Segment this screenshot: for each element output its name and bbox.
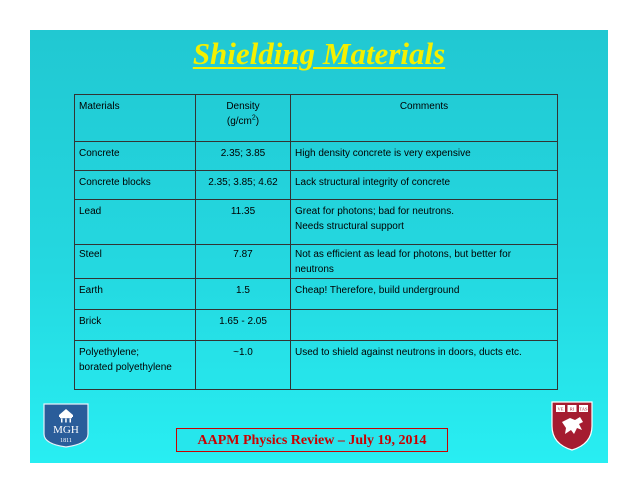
mgh-logo bbox=[42, 402, 90, 448]
cell-comment: High density concrete is very expensive bbox=[291, 142, 558, 171]
cell-material-line2: borated polyethylene bbox=[79, 362, 172, 373]
cell-comment-line2: Needs structural support bbox=[295, 221, 404, 232]
cell-comment: Used to shield against neutrons in doors, ducts etc. bbox=[291, 341, 558, 390]
materials-table bbox=[74, 94, 558, 390]
table-row bbox=[75, 245, 558, 279]
cell-material: Lead bbox=[75, 200, 196, 245]
header-density-unit-prefix: (g/cm bbox=[226, 116, 252, 127]
header-density-label: Density bbox=[226, 101, 260, 112]
header-density-unit-suffix: ) bbox=[255, 116, 260, 127]
cell-material-line1: Polyethylene; bbox=[79, 347, 140, 358]
cell-material bbox=[75, 341, 196, 390]
cell-material: Steel bbox=[75, 245, 196, 279]
header-density-unit-exp: 2 bbox=[251, 114, 256, 122]
cell-comment: Lack structural integrity of concrete bbox=[291, 171, 558, 200]
table-row bbox=[75, 142, 558, 171]
cell-material: Concrete bbox=[75, 142, 196, 171]
cell-density: 2.35; 3.85; 4.62 bbox=[196, 171, 291, 200]
harvard-motto-ve: VE bbox=[557, 406, 564, 412]
harvard-motto-ri: RI bbox=[569, 406, 575, 412]
cell-density: 1.65 - 2.05 bbox=[196, 310, 291, 341]
harvard-motto-tas: TAS bbox=[579, 406, 588, 412]
footer-caption: AAPM Physics Review – July 19, 2014 bbox=[176, 428, 448, 452]
cell-comment-line2: neutrons bbox=[295, 264, 334, 275]
cell-comment-line1: Great for photons; bad for neutrons. bbox=[295, 206, 454, 217]
cell-density: ~1.0 bbox=[196, 341, 291, 390]
cell-density: 11.35 bbox=[196, 200, 291, 245]
table-header-row bbox=[75, 95, 558, 142]
table-row bbox=[75, 171, 558, 200]
header-density bbox=[196, 95, 291, 142]
table-row bbox=[75, 200, 558, 245]
mgh-logo-year: 1811 bbox=[60, 438, 72, 444]
slide-title: Shielding Materials bbox=[192, 36, 446, 71]
table-row bbox=[75, 310, 558, 341]
cell-comment-line1: Not as efficient as lead for photons, but better for bbox=[295, 249, 512, 260]
header-materials: Materials bbox=[75, 95, 196, 142]
cell-material: Concrete blocks bbox=[75, 171, 196, 200]
header-comments: Comments bbox=[291, 95, 558, 142]
cell-material: Earth bbox=[75, 279, 196, 310]
cell-density: 2.35; 3.85 bbox=[196, 142, 291, 171]
cell-density: 7.87 bbox=[196, 245, 291, 279]
cell-comment bbox=[291, 200, 558, 245]
harvard-shield-logo bbox=[550, 400, 594, 452]
table-row bbox=[75, 341, 558, 390]
cell-comment: Cheap! Therefore, build underground bbox=[291, 279, 558, 310]
table-row bbox=[75, 279, 558, 310]
cell-comment bbox=[291, 310, 558, 341]
cell-comment bbox=[291, 245, 558, 279]
slide bbox=[30, 30, 608, 463]
cell-material: Brick bbox=[75, 310, 196, 341]
cell-density: 1.5 bbox=[196, 279, 291, 310]
mgh-logo-text: MGH bbox=[53, 424, 79, 436]
